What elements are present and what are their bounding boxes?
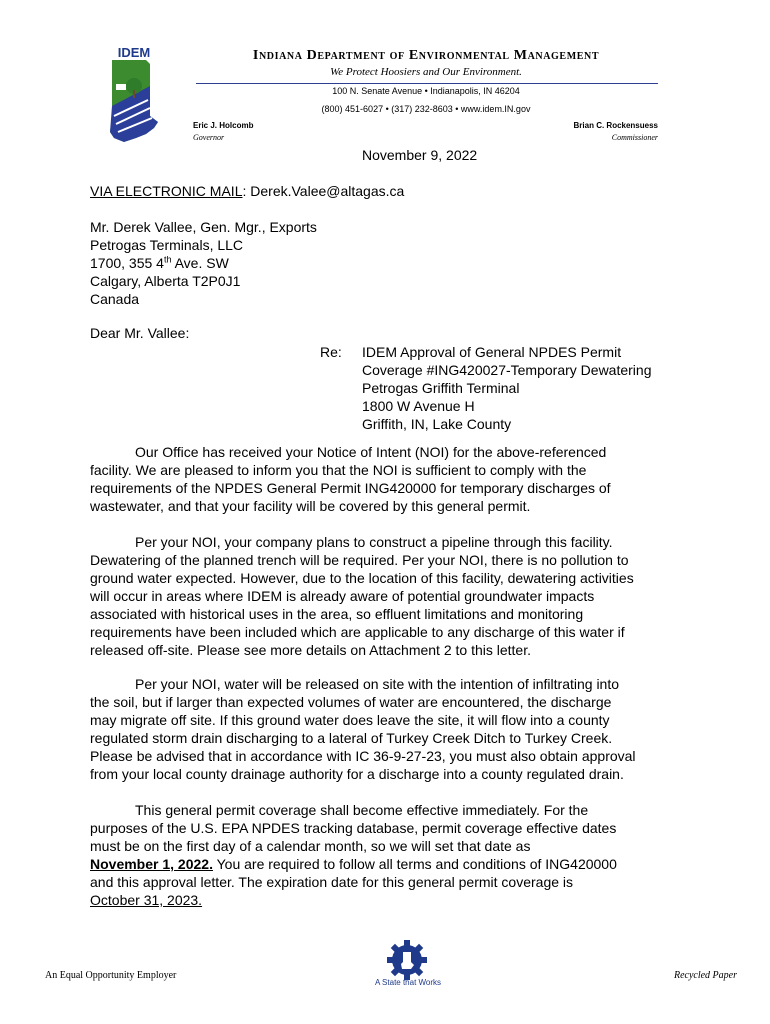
paragraph-line: the soil, but if larger than expected volumes of water are encountered, the discharge [90,694,612,710]
paragraph-3 [90,675,636,783]
via-label: VIA ELECTRONIC MAIL [90,183,243,199]
recipient-line: Petrogas Terminals, LLC [90,237,244,253]
re-line: Griffith, IN, Lake County [362,416,512,432]
re-line: 1800 W Avenue H [362,398,475,414]
paragraph-line: and this approval letter. The expiration date for this general permit coverage is [90,874,574,890]
paragraph-line: Our Office has received your Notice of Intent (NOI) for the above-referenced [135,444,607,460]
state-that-works: A State that Works [374,978,442,987]
recipient-line: 1700, 355 4th Ave. SW [90,254,229,271]
paragraph-line: wastewater, and that your facility will be covered by this general permit. [90,498,531,514]
paragraph-line: may migrate off site. If this ground water does leave the site, it will flow into a county [90,712,610,728]
footer-equal-opportunity: An Equal Opportunity Employer [45,970,177,981]
paragraph-line: Dewatering of the planned trench will be required. Per your NOI, there is no pollution to [90,552,629,568]
paragraph-line: must be on the first day of a calendar month, so we will set that date as [90,838,531,854]
re-label: Re: [320,344,342,360]
letterhead-divider [196,83,658,84]
agency-motto: We Protect Hoosiers and Our Environment. [330,66,522,78]
footer-recycled-paper: Recycled Paper [673,970,737,981]
governor-name: Eric J. Holcomb [193,121,254,130]
paragraph-line: from your local county drainage authority for a discharge into a county regulated drain. [90,766,624,782]
paragraph-4 [90,801,617,909]
paragraph-line: requirements have been included which are applicable to any discharge of this water if [90,624,625,640]
recipient-line: Canada [90,291,140,307]
re-subject [362,343,651,433]
via-line [90,182,404,200]
re-line: IDEM Approval of General NPDES Permit [362,344,622,360]
commissioner-title: Commissioner [611,133,658,142]
agency-contact: (800) 451-6027 • (317) 232-8603 • www.idem.IN.gov [321,104,531,114]
paragraph-line: will occur in areas where IDEM is already aware of potential groundwater impacts [90,588,595,604]
recipient-line: Calgary, Alberta T2P0J1 [90,273,241,289]
idem-logo-icon [100,46,180,142]
re-line: Coverage #ING420027-Temporary Dewatering [362,362,652,378]
paragraph-1 [90,443,611,515]
paragraph-line: November 1, 2022. You are required to follow all terms and conditions of ING420000 [90,856,617,872]
paragraph-line: Please be advised that in accordance with IC 36-9-27-23, you must also obtain approval [90,748,636,764]
paragraph-line: Per your NOI, water will be released on site with the intention of infiltrating into [135,676,620,692]
recipient-line: Mr. Derek Vallee, Gen. Mgr., Exports [90,219,317,235]
paragraph-line: released off-site. Please see more details on Attachment 2 to this letter. [90,642,531,658]
agency-address: 100 N. Senate Avenue • Indianapolis, IN 46204 [332,86,520,96]
logo-text: IDEM [117,46,151,60]
commissioner-name: Brian C. Rockensuess [573,121,658,130]
re-line: Petrogas Griffith Terminal [362,380,520,396]
agency-name: Indiana Department of Environmental Management [252,48,600,63]
paragraph-line: purposes of the U.S. EPA NPDES tracking database, permit coverage effective dates [90,820,617,836]
paragraph-line: regulated storm drain discharging to a lateral of Turkey Creek Ditch to Turkey Creek. [90,730,613,746]
paragraph-line: facility. We are pleased to inform you that the NOI is sufficient to comply with the [90,462,587,478]
via-email: : Derek.Valee@altagas.ca [242,183,405,199]
effective-date: November 1, 2022. [90,856,213,872]
salutation: Dear Mr. Vallee: [90,325,190,341]
governor-title: Governor [193,133,225,142]
paragraph-2 [90,533,634,659]
paragraph-line: associated with historical uses in the area, so effluent limitations and monitoring [90,606,584,622]
recipient-address [90,218,317,308]
paragraph-line: ground water expected. However, due to the location of this facility, dewatering activities [90,570,634,586]
letter-date: November 9, 2022 [362,147,478,163]
paragraph-line: This general permit coverage shall become effective immediately. For the [135,802,589,818]
expiration-date: October 31, 2023. [90,892,203,908]
paragraph-line: requirements of the NPDES General Permit ING420000 for temporary discharges of [90,480,611,496]
paragraph-line: Per your NOI, your company plans to construct a pipeline through this facility. [135,534,613,550]
